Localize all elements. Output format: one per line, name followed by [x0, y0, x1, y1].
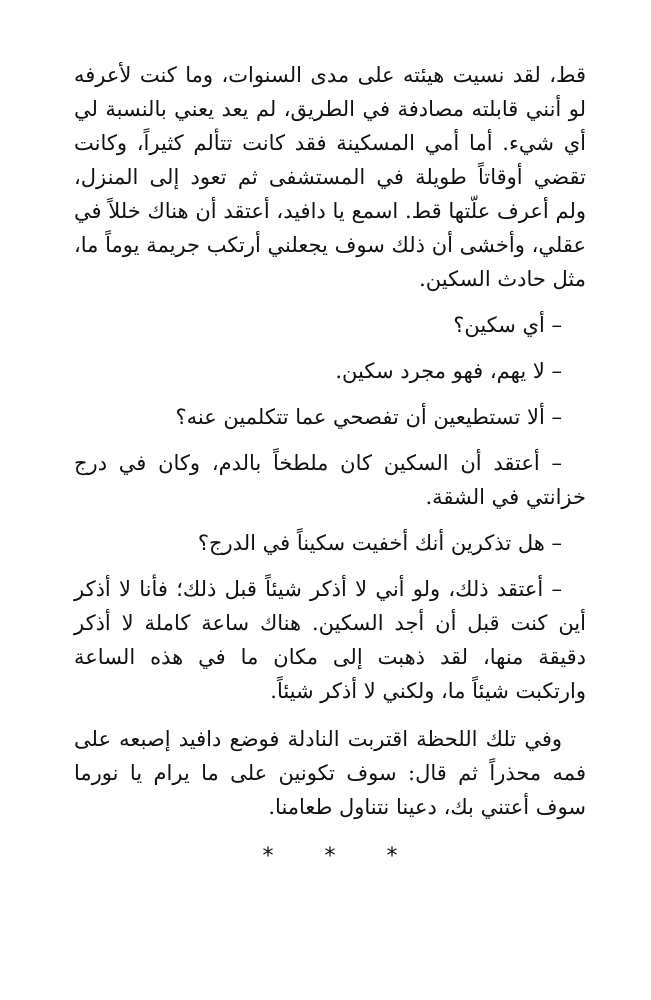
dialog-line-hid-knife: – هل تذكرين أنك أخفيت سكيناً في الدرج؟	[197, 531, 562, 555]
book-page	[74, 58, 586, 874]
dialog-line-lost-hour: – أعتقد ذلك، ولو أني لا أذكر شيئاً قبل ذلك؛ فأنا لا أذكر أين كنت قبل أن أجد السكين. هناك ساعة كاملة لا أذكر دقيقة منها، لقد ذهبت إلى مكان ما في هذه الساعة وارتكبت شيئاً ما، ولكني لا أذكر شيئاً.	[74, 577, 586, 703]
section-separator: * * *	[262, 844, 420, 869]
dialog-line-bloody-knife: – أعتقد أن السكين كان ملطخاً بالدم، وكان في درج خزانتي في الشقة.	[74, 451, 586, 509]
dialog-line-cant-explain: – ألا تستطيعين أن تفصحي عما تتكلمين عنه؟	[175, 405, 562, 429]
paragraph-1: قط، لقد نسيت هيئته على مدى السنوات، وما كنت لأعرفه لو أنني قابلته مصادفة في الطريق، لم يعد يعني بالنسبة لي أي شيء. أما أمي المسكينة فقد كانت تتألم كثيراً، وكانت تقضي أوقاتاً طويلة في المستشفى ثم تعود إلى المنزل، ولم أعرف علّتها قط. اسمع يا دافيد، أعتقد أن هناك خللاً في عقلي، وأخشى أن ذلك سوف يجعلني أرتكب جريمة يوماً ما، مثل حادث السكين.	[74, 63, 586, 291]
paragraph-waitress: وفي تلك اللحظة اقتربت النادلة فوضع دافيد إصبعه على فمه محذراً ثم قال: سوف تكونين على ما يرام يا نورما سوف أعتني بك، دعينا نتناول طعامنا.	[74, 727, 586, 819]
dialog-line-which-knife: – أي سكين؟	[453, 313, 562, 337]
dialog-line-doesnt-matter: – لا يهم، فهو مجرد سكين.	[335, 359, 562, 383]
